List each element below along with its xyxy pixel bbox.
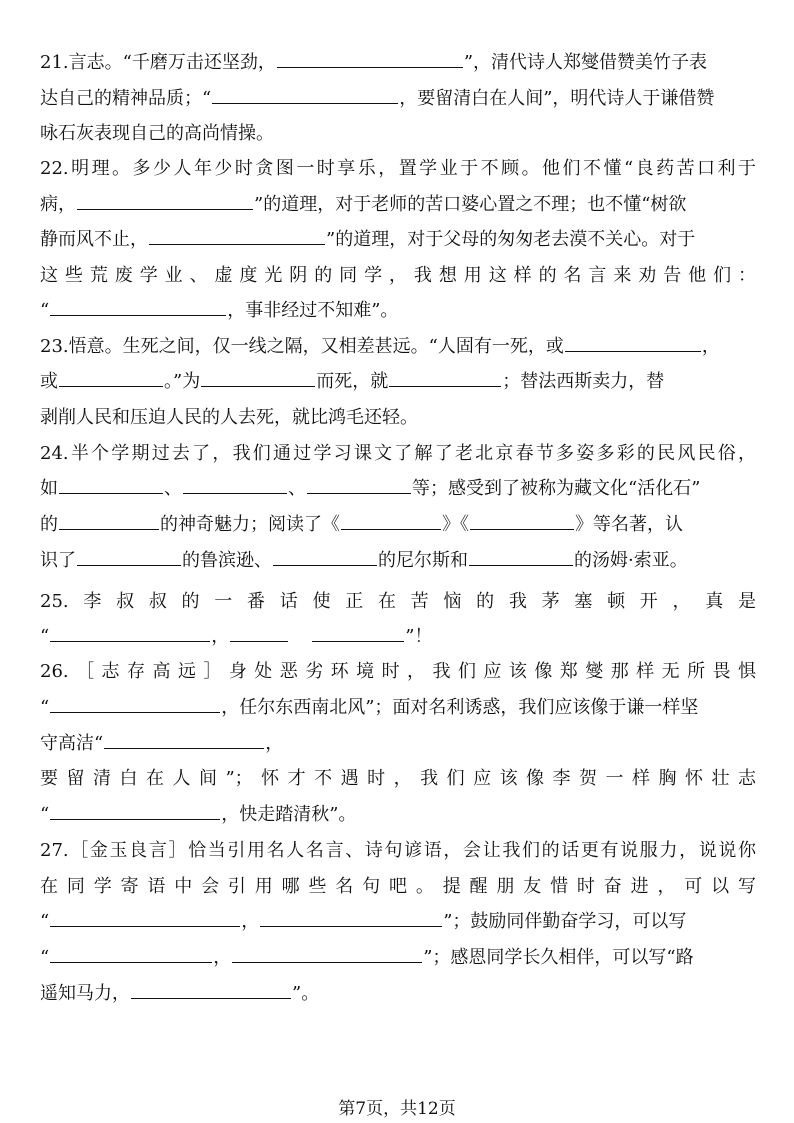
q22-line-5: “ ，事非经过不知难”。: [40, 300, 399, 321]
q22-line-1: 22.明理。多少人年少时贪图一时享乐，置学业于不顾。他们不懂“良药苦口利于: [40, 158, 756, 179]
q26-line-3: 守高洁“ ，: [40, 733, 284, 754]
q26-line-5: “ ，快走踏清秋”。: [40, 804, 357, 825]
answer-blank[interactable]: [232, 948, 422, 963]
page-number: 第7页，共12页: [338, 1099, 456, 1119]
answer-blank[interactable]: [59, 479, 163, 494]
answer-blank[interactable]: [77, 195, 253, 210]
answer-blank[interactable]: [50, 948, 212, 963]
answer-blank[interactable]: [260, 912, 442, 927]
answer-blank[interactable]: [50, 301, 226, 316]
answer-blank[interactable]: [212, 89, 398, 104]
q27-line-5: 遥知马力， ”。: [40, 983, 320, 1004]
answer-blank[interactable]: [201, 372, 315, 387]
answer-blank[interactable]: [307, 479, 411, 494]
answer-blank[interactable]: [149, 230, 325, 245]
q21-line-3: 咏石灰表现自己的高尚情操。: [40, 123, 274, 144]
q25-line-1: 25.李叔叔的一番话使正在苦恼的我茅塞顿开，真是: [40, 591, 756, 612]
answer-blank[interactable]: [565, 337, 701, 352]
q26-line-2: “ ，任尔东西南北风”；面对名利诱惑，我们应该像于谦一样坚: [40, 697, 699, 718]
answer-blank[interactable]: [312, 627, 404, 642]
answer-blank[interactable]: [341, 515, 441, 530]
q24-line-3: 的 的神奇魅力；阅读了《 》《 》等名著，认: [40, 514, 683, 535]
answer-blank[interactable]: [389, 372, 501, 387]
q22-line-2: 病， ”的道理，对于老师的苦口婆心置之不理；也不懂“树欲: [40, 194, 687, 215]
q27-line-2: 在同学寄语中会引用哪些名句吧。提醒朋友惜时奋进，可以写: [40, 876, 756, 897]
q22-line-3: 静而风不止， ”的道理，对于父母的匆匆老去漠不关心。对于: [40, 229, 696, 250]
answer-blank[interactable]: [50, 698, 220, 713]
answer-blank[interactable]: [104, 734, 264, 749]
q26-line-4: 要留清白在人间”；怀才不遇时，我们应该像李贺一样胸怀壮志: [40, 768, 756, 789]
q23-line-1: 23.悟意。生死之间，仅一线之隔，又相差甚远。“人固有一死，或 ，: [40, 336, 720, 357]
q27-line-1: 27.［金玉良言］恰当引用名人名言、诗句谚语，会让我们的话更有说服力，说说你: [40, 840, 756, 861]
q27-line-4: “ ， ”；感恩同学长久相伴，可以写“路: [40, 947, 694, 968]
q24-line-1: 24.半个学期过去了，我们通过学习课文了解了老北京春节多姿多彩的民风民俗，: [40, 443, 756, 464]
answer-blank[interactable]: [59, 372, 163, 387]
answer-blank[interactable]: [470, 515, 574, 530]
q21-line-2: 达自己的精神品质；“ ，要留清白在人间”，明代诗人于谦借赞: [40, 88, 715, 109]
answer-blank[interactable]: [230, 627, 288, 642]
answer-blank[interactable]: [50, 912, 240, 927]
q24-line-4: 识了 的鲁滨逊、 的尼尔斯和 的汤姆·索亚。: [40, 550, 688, 571]
answer-blank[interactable]: [469, 551, 573, 566]
q23-line-3: 剥削人民和压迫人民的人去死，就比鸿毛还轻。: [40, 407, 418, 428]
q27-line-3: “ ， ”；鼓励同伴勤奋学习，可以写: [40, 911, 687, 932]
q26-line-1: 26.［志存高远］身处恶劣环境时，我们应该像郑燮那样无所畏惧: [40, 661, 756, 682]
q24-line-2: 如 、 、 等；感受到了被称为藏文化“活化石”: [40, 478, 701, 499]
q23-line-2: 或 。”为 而死，就 ；替法西斯卖力，替: [40, 371, 665, 392]
answer-blank[interactable]: [50, 805, 220, 820]
answer-blank[interactable]: [273, 551, 377, 566]
answer-blank[interactable]: [277, 53, 463, 68]
q25-line-2: “ ， ”！: [40, 626, 433, 647]
answer-blank[interactable]: [59, 515, 159, 530]
answer-blank[interactable]: [50, 627, 210, 642]
answer-blank[interactable]: [183, 479, 287, 494]
answer-blank[interactable]: [77, 551, 181, 566]
answer-blank[interactable]: [131, 984, 291, 999]
q21-line-1: 21.言志。“千磨万击还坚劲， ”，清代诗人郑燮借赞美竹子表: [40, 52, 708, 73]
q22-line-4: 这些荒废学业、虚度光阴的同学，我想用这样的名言来劝告他们：: [40, 265, 756, 286]
